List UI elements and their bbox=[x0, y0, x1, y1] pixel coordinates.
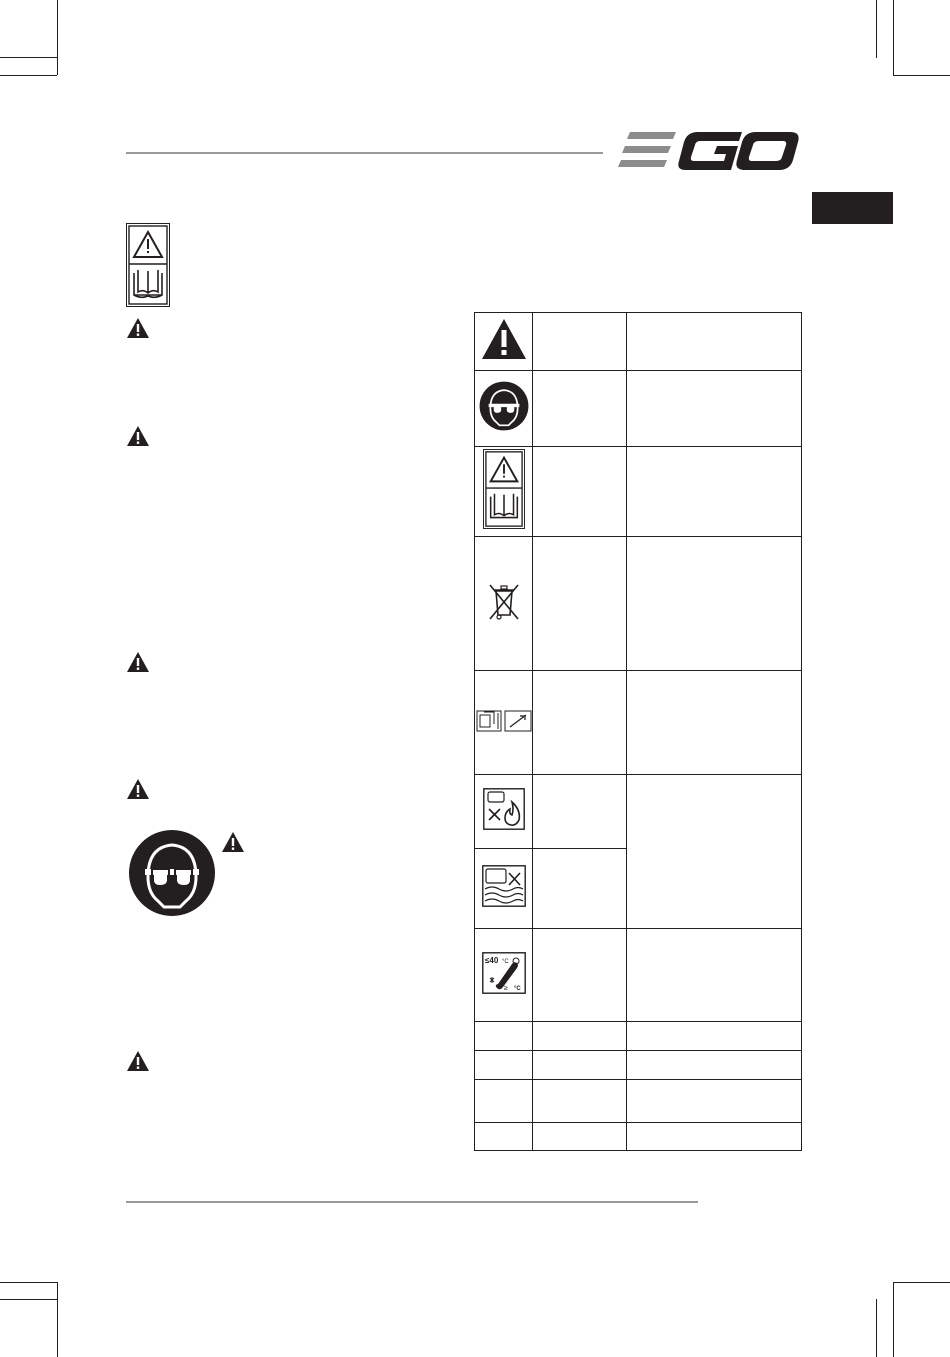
ego-logo bbox=[618, 128, 800, 174]
warning-read-manual-icon bbox=[483, 449, 525, 529]
warning-triangle-icon bbox=[126, 317, 150, 339]
table-cell-meaning bbox=[533, 671, 627, 775]
crop-mark bbox=[0, 57, 57, 58]
table-cell-meaning bbox=[533, 447, 627, 537]
crop-mark bbox=[0, 1282, 57, 1283]
table-row bbox=[475, 671, 802, 775]
logo-stripes bbox=[618, 132, 676, 167]
temperature-icon bbox=[482, 952, 526, 994]
table-cell-meaning bbox=[533, 775, 627, 849]
warning-triangle-icon bbox=[126, 778, 150, 800]
table-cell-meaning bbox=[533, 1080, 627, 1123]
logo-letters bbox=[678, 132, 798, 170]
table-row bbox=[475, 775, 802, 849]
warning-triangle-icon bbox=[126, 425, 150, 447]
table-cell-explanation bbox=[627, 1051, 802, 1080]
table-cell-explanation bbox=[627, 537, 802, 671]
crop-mark bbox=[893, 1282, 950, 1283]
table-cell-meaning bbox=[533, 1022, 627, 1051]
table-cell-icon bbox=[475, 1051, 533, 1080]
crop-mark bbox=[876, 1299, 877, 1357]
table-cell-explanation bbox=[627, 775, 802, 929]
table-cell-explanation bbox=[627, 313, 802, 371]
table-cell-explanation bbox=[627, 1022, 802, 1051]
warning-triangle-icon bbox=[126, 1050, 150, 1072]
no-fire-icon bbox=[483, 788, 525, 830]
warning-read-manual-icon bbox=[126, 223, 170, 307]
table-cell-meaning bbox=[533, 371, 627, 447]
table-cell-icon bbox=[475, 671, 533, 775]
crop-mark bbox=[893, 1282, 894, 1357]
table-row bbox=[475, 1080, 802, 1123]
table-cell-meaning bbox=[533, 849, 627, 929]
crop-mark bbox=[57, 1282, 58, 1357]
table-cell-explanation bbox=[627, 1123, 802, 1151]
no-water-icon bbox=[482, 865, 526, 907]
crop-mark bbox=[0, 1299, 57, 1300]
symbol-table bbox=[474, 312, 802, 1151]
table-row bbox=[475, 1022, 802, 1051]
table-row bbox=[475, 371, 802, 447]
table-cell-icon bbox=[475, 371, 533, 447]
table-cell-icon bbox=[475, 1080, 533, 1123]
table-cell-icon bbox=[475, 929, 533, 1022]
safety-glasses-icon bbox=[479, 381, 529, 431]
temp-unit-top: °C bbox=[501, 958, 509, 965]
table-cell-explanation bbox=[627, 447, 802, 537]
crop-mark bbox=[893, 75, 950, 76]
table-cell-explanation bbox=[627, 671, 802, 775]
table-cell-meaning bbox=[533, 537, 627, 671]
warning-triangle-icon bbox=[221, 831, 245, 853]
warning-triangle-icon bbox=[481, 318, 527, 360]
table-cell-meaning bbox=[533, 1051, 627, 1080]
table-cell-icon bbox=[475, 447, 533, 537]
table-row bbox=[475, 929, 802, 1022]
temp-label-min: ≥ bbox=[503, 984, 508, 992]
safety-glasses-icon bbox=[128, 829, 216, 917]
table-cell-icon bbox=[475, 775, 533, 849]
warning-triangle-icon bbox=[126, 651, 150, 673]
table-cell-meaning bbox=[533, 313, 627, 371]
table-cell-icon bbox=[475, 537, 533, 671]
temp-label-max: ≤40 bbox=[484, 955, 498, 965]
crop-mark bbox=[0, 75, 57, 76]
table-row bbox=[475, 313, 802, 371]
table-row bbox=[475, 1051, 802, 1080]
table-cell-explanation bbox=[627, 1080, 802, 1123]
battery-charger-icon bbox=[476, 707, 532, 733]
table-row bbox=[475, 447, 802, 537]
table-cell-explanation bbox=[627, 929, 802, 1022]
crop-mark bbox=[876, 0, 877, 58]
table-cell-icon bbox=[475, 1123, 533, 1151]
temp-unit-bottom: °C bbox=[513, 985, 521, 992]
header-rule bbox=[126, 152, 603, 154]
table-cell-meaning bbox=[533, 1123, 627, 1151]
table-cell-explanation bbox=[627, 371, 802, 447]
crop-mark bbox=[57, 0, 58, 75]
table-cell-icon bbox=[475, 313, 533, 371]
crop-mark bbox=[893, 0, 894, 75]
table-cell-icon bbox=[475, 849, 533, 929]
table-cell-icon bbox=[475, 1022, 533, 1051]
language-tab bbox=[812, 192, 893, 224]
footer-rule bbox=[126, 1201, 698, 1203]
table-row bbox=[475, 1123, 802, 1151]
table-cell-meaning bbox=[533, 929, 627, 1022]
crossed-bin-icon bbox=[487, 581, 521, 621]
table-row bbox=[475, 537, 802, 671]
